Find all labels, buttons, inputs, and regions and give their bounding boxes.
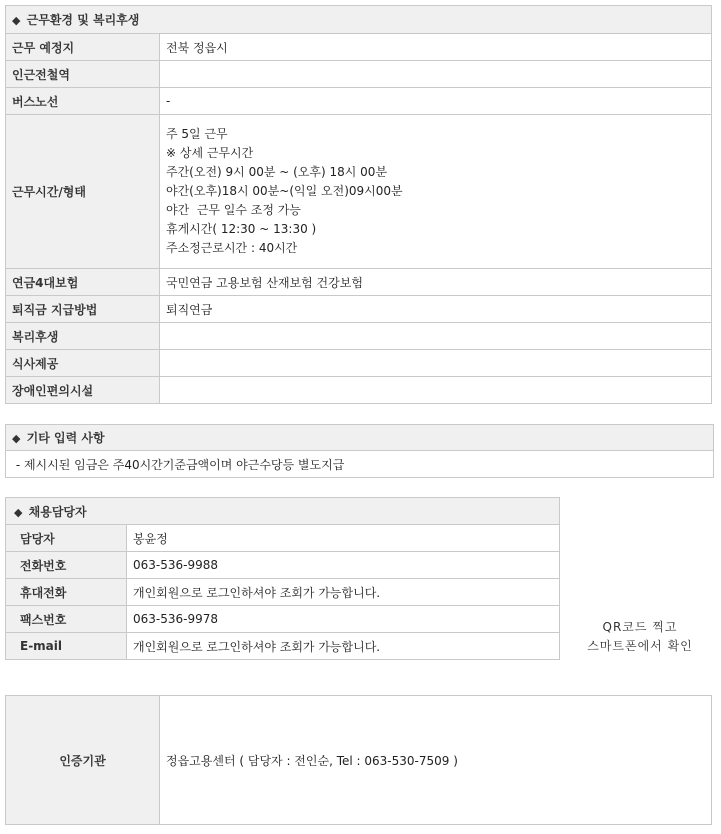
work-hours-value bbox=[160, 115, 712, 269]
row-label: 복리후생 bbox=[6, 323, 160, 350]
welfare-value bbox=[160, 323, 712, 350]
row-label: 근무 예정지 bbox=[6, 34, 160, 61]
insurance-value: 국민연금 고용보험 산재보험 건강보험 bbox=[160, 269, 712, 296]
row-label: E-mail bbox=[6, 633, 127, 660]
certification-table bbox=[5, 695, 712, 825]
row-label: 휴대전화 bbox=[6, 579, 127, 606]
work-hours-line: 야간 근무 일수 조정 가능 bbox=[166, 203, 301, 217]
row-label: 전화번호 bbox=[6, 552, 127, 579]
mobile-value: 개인회원으로 로그인하셔야 조회가 가능합니다. bbox=[127, 579, 560, 606]
recruiter-header bbox=[6, 498, 560, 525]
work-environment-table bbox=[5, 5, 712, 404]
email-value: 개인회원으로 로그인하셔야 조회가 가능합니다. bbox=[127, 633, 560, 660]
phone-value: 063-536-9988 bbox=[127, 552, 560, 579]
row-label: 퇴직금 지급방법 bbox=[6, 296, 160, 323]
work-hours-line: 주소정근로시간 : 40시간 bbox=[166, 241, 298, 255]
certification-value: 정읍고용센터 ( 담당자 : 전인순, Tel : 063-530-7509 ) bbox=[160, 696, 712, 825]
qr-caption-line: 스마트폰에서 확인 bbox=[587, 639, 693, 653]
row-label: 인근전철역 bbox=[6, 61, 160, 88]
row-label: 근무시간/형태 bbox=[6, 115, 160, 269]
diamond-bullet-icon: ◆ bbox=[12, 432, 21, 445]
qr-code-caption bbox=[570, 618, 710, 656]
diamond-bullet-icon: ◆ bbox=[12, 14, 21, 27]
row-label: 장애인편의시설 bbox=[6, 377, 160, 404]
recruiter-name-value: 봉윤정 bbox=[127, 525, 560, 552]
nearby-station-value bbox=[160, 61, 712, 88]
work-hours-line: 주 5일 근무 bbox=[166, 127, 228, 141]
other-info-table bbox=[5, 424, 714, 478]
fax-value: 063-536-9978 bbox=[127, 606, 560, 633]
row-label: 식사제공 bbox=[6, 350, 160, 377]
work-environment-header bbox=[6, 6, 712, 34]
row-label: 팩스번호 bbox=[6, 606, 127, 633]
work-hours-line: 야간(오후)18시 00분~(익일 오전)09시00분 bbox=[166, 184, 403, 198]
work-hours-line: 주간(오전) 9시 00분 ~ (오후) 18시 00분 bbox=[166, 165, 388, 179]
recruiter-table bbox=[5, 497, 560, 660]
accessibility-value bbox=[160, 377, 712, 404]
row-label: 버스노선 bbox=[6, 88, 160, 115]
row-label: 담당자 bbox=[6, 525, 127, 552]
qr-caption-line: QR코드 찍고 bbox=[602, 620, 678, 634]
certification-label: 인증기관 bbox=[6, 696, 160, 825]
other-info-text: - 제시시된 임금은 주40시간기준금액이며 야근수당등 별도지급 bbox=[6, 451, 714, 478]
meal-value bbox=[160, 350, 712, 377]
other-info-header bbox=[6, 425, 714, 451]
section-title: 채용담당자 bbox=[28, 504, 87, 519]
row-label: 연금4대보험 bbox=[6, 269, 160, 296]
section-title: 근무환경 및 복리후생 bbox=[26, 13, 140, 27]
diamond-bullet-icon: ◆ bbox=[14, 505, 23, 519]
severance-value: 퇴직연금 bbox=[160, 296, 712, 323]
work-hours-line: ※ 상세 근무시간 bbox=[166, 146, 254, 160]
work-hours-line: 휴게시간( 12:30 ~ 13:30 ) bbox=[166, 222, 317, 236]
section-title: 기타 입력 사항 bbox=[26, 431, 105, 445]
work-location-value: 전북 정읍시 bbox=[160, 34, 712, 61]
bus-route-value: - bbox=[160, 88, 712, 115]
